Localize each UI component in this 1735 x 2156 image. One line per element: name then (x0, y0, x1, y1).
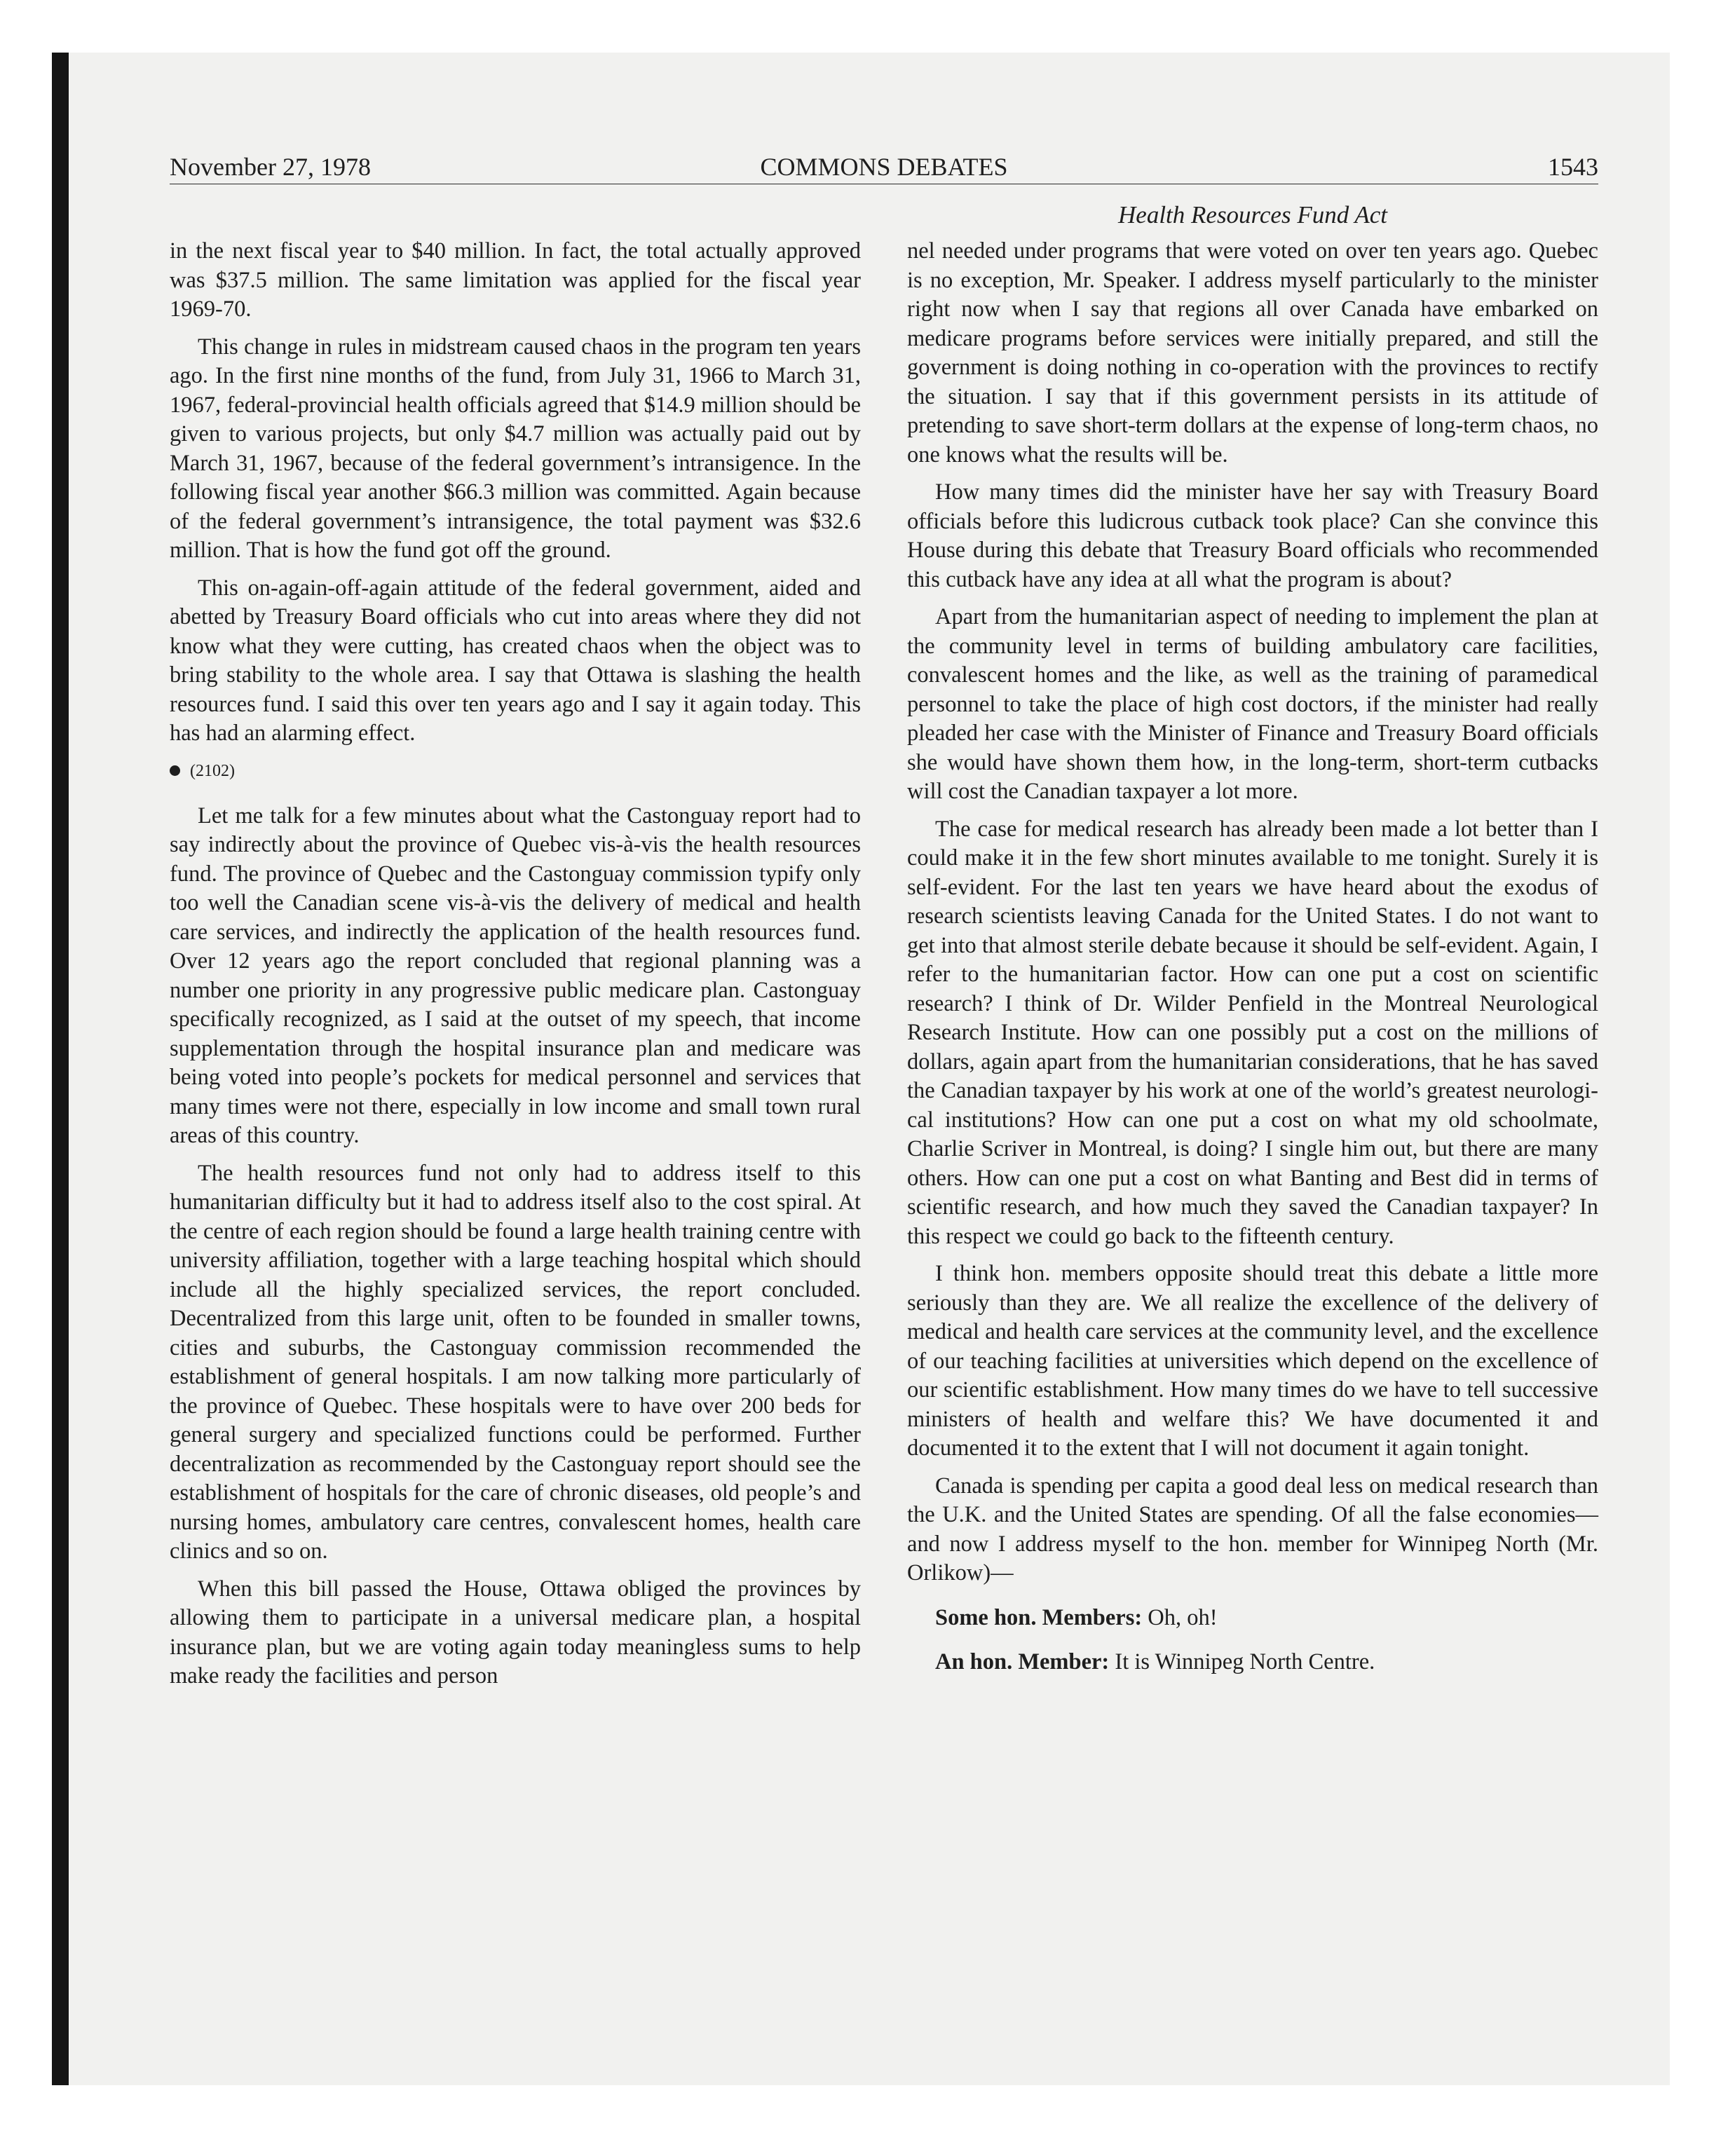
speaker-name: Some hon. Members: (935, 1604, 1143, 1630)
binding-edge (52, 53, 69, 2085)
time-marker (170, 760, 861, 782)
interjection-text: Oh, oh! (1142, 1604, 1218, 1630)
page-header (170, 147, 1598, 186)
right-column (907, 237, 1598, 1687)
header-date: November 27, 1978 (170, 153, 371, 181)
paragraph: nel needed under programs that were voted on over ten years ago. Quebec is no exception, Mr. Speaker. I address myself particularly to the minister right now when I say that regions all over Canada have embarked on medicare programs before services were initially prepared, and still the government is doing nothing in co-operation with the provinces to rectify the situation. I say that if this government persists in its attitude of pretending to save short-term dollars at the expense of long-term chaos, no one knows what the results will be. (907, 238, 1598, 468)
paragraph: This on-again-off-again attitude of the federal government, aided and abetted by Treasury Board officials who cut into areas where they did not know what they were cutting, has created chaos when the object was to bring stability to the whole area. I say that Ottawa is slashing the health resources fund. I said this over ten years ago and I say it again today. This has had an alarming effect. (170, 575, 861, 746)
paragraph: I think hon. members opposite should treat this debate a little more seriously than they are. We all realize the excellence of the delivery of medical and health care services at the community level, and the excellence of our teaching facilities at universities which depend on the excellence of our scientific establishment. How many times do we have to tell successive ministers of health and welfare this? We have documented it and documented it to the extent that I will not document it again tonight. (907, 1261, 1598, 1461)
time-marker-label: (2102) (190, 761, 235, 780)
paragraph: How many times did the minister have her say with Treasury Board officials before this ludicrous cutback took place? Can she convince this House during this debate that Treasury Board officials who recommended this cutback have any idea at all what the program is about? (907, 479, 1598, 592)
left-column (170, 237, 861, 1700)
paragraph: in the next fiscal year to $40 million. In fact, the total actually approved was $37.5 million. The same limitation was applied for the fiscal year 1969-70. (170, 238, 861, 322)
paragraph: Canada is spending per capita a good deal less on medical research than the U.K. and the United States are spending. Of all the false economies—and now I address myself to the hon. member for Winnipeg North (Mr. Orlikow)— (907, 1473, 1598, 1585)
paragraph: This change in rules in midstream caused chaos in the program ten years ago. In the first nine months of the fund, from July 31, 1966 to March 31, 1967, federal-provincial health officials agreed that $14.9 million should be given to various projects, but only $4.7 million was actually paid out by March 31, 1967, because of the federal government’s intransigence. In the following fiscal year another $66.3 million was committed. Again because of the federal government’s intransigence, the total payment was $32.6 million. That is how the fund got off the ground. (170, 334, 861, 563)
interjection (907, 1648, 1598, 1677)
interjection (907, 1604, 1598, 1633)
running-subhead: Health Resources Fund Act (1118, 201, 1387, 228)
bullet-icon (170, 765, 180, 776)
speaker-name: An hon. Member: (935, 1649, 1110, 1674)
interjection-text: It is Winnipeg North Centre. (1109, 1649, 1375, 1674)
paragraph: Let me talk for a few minutes about what the Castonguay report had to say indirectly about the province of Quebec vis-à-vis the health resources fund. The province of Quebec and the Castonguay commission typify only too well the Canadian scene vis-à-vis the delivery of medical and health care services, and indirectly the application of the health resources fund. Over 12 years ago the report concluded that regional planning was a number one priority in any progressive public medicare plan. Castonguay specifically recognized, as I said at the outset of my speech, that income supplementation through the hospital insurance plan and medicare was being voted into people’s pockets for medical personnel and services that many times were not there, especially in low income and small town rural areas of this country. (170, 803, 861, 1148)
paragraph: The case for medical research has already been made a lot better than I could make it in the few short minutes available to me tonight. Surely it is self-evident. For the last ten years we have heard about the exodus of research scientists leaving Canada for the United States. I do not want to get into that almost sterile debate because it should be self-evident. Again, I refer to the humanitarian factor. How can one put a cost on scientific research? I think of Dr. Wilder Penfield in the Montreal Neurological Research Institute. How can one possibly put a cost on the millions of dollars, again apart from the humanitarian considerations, that he has saved the Canadian taxpayer by his work at one of the world’s greatest neurological institutions? How can one put a cost on what my old schoolmate, Charlie Scriver in Montreal, is doing? I single him out, but there are many others. How can one put a cost on what Banting and Best did in terms of scientific research, and how much they saved the Canadian taxpayer? In this respect we could go back to the fifteenth century. (907, 816, 1598, 1249)
paragraph: Apart from the humanitarian aspect of needing to implement the plan at the community level in terms of building ambulatory care facilities, convalescent homes and the like, as well as the training of paramedical personnel to take the place of high cost doctors, if the minister had really pleaded her case with the Minister of Finance and Treasury Board officials she would have shown them how, in the long-term, short-term cutbacks will cost the Canadian taxpayer a lot more. (907, 604, 1598, 804)
paragraph: The health resources fund not only had to address itself to this humanitarian difficulty but it had to address itself also to the cost spiral. At the centre of each region should be found a large health training centre with university affiliation, together with a large teaching hospital which should include all the highly specialized services, the report concluded. Decentralized from this large unit, often to be founded in smaller towns, cities and suburbs, the Castonguay commission recommended the establishment of general hospitals. I am now talking more particularly of the province of Quebec. These hospitals were to have over 200 beds for general surgery and specialized functions could be performed. Further decentralization as recommended by the Castonguay report should see the establishment of hospitals for the care of chronic diseases, old people’s and nursing homes, ambulatory care centres, convalescent homes, health care clinics and so on. (170, 1160, 861, 1564)
header-page-number: 1543 (1548, 153, 1598, 181)
paragraph: When this bill passed the House, Ottawa obliged the provinces by allowing them to participate in a universal medicare plan, a hospital insurance plan, but we are voting again today meaningless sums to help make ready the facilities and person (170, 1576, 861, 1688)
header-title: COMMONS DEBATES (760, 153, 1008, 181)
